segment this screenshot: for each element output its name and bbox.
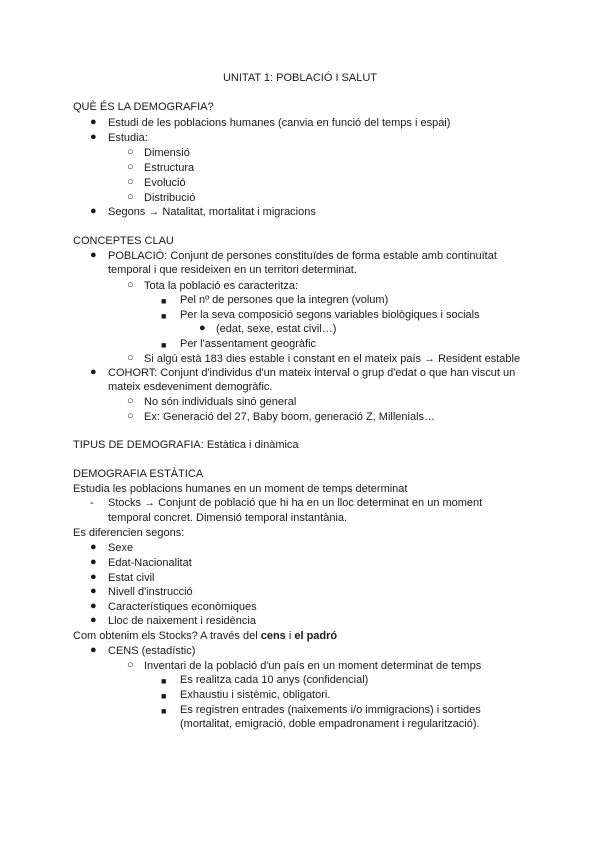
bullet-disc-icon: ● — [90, 116, 97, 128]
paragraph-line: temporal i que resideixen en un territori determinat. — [108, 264, 357, 276]
section-heading-conceptes: CONCEPTES CLAU — [73, 235, 174, 247]
text-run: Com obtenim els Stocks? A través del — [73, 630, 261, 642]
bullet-disc-icon: ● — [90, 585, 97, 597]
bullet-square-icon: ■ — [161, 706, 167, 716]
paragraph-line: Stocks → Conjunt de població que hi ha en un lloc determinat en un moment — [108, 497, 483, 509]
bullet-circle-icon: ○ — [127, 279, 134, 291]
list-item: Edat-Nacionalitat — [108, 557, 192, 569]
bullet-disc-icon: ● — [199, 322, 206, 334]
list-item: No són individuals sinó general — [144, 396, 297, 408]
bullet-disc-icon: ● — [90, 571, 97, 583]
bullet-square-icon: ■ — [161, 691, 167, 701]
bullet-disc-icon: ● — [90, 614, 97, 626]
list-item: Nivell d'instrucció — [108, 586, 193, 598]
list-item: Per la seva composició segons variables biològiques i socials — [180, 309, 480, 321]
bullet-circle-icon: ○ — [127, 161, 134, 173]
paragraph-line: POBLACIÓ: Conjunt de persones constituïdes de forma estable amb continuïtat — [108, 250, 497, 262]
bullet-circle-icon: ○ — [127, 395, 134, 407]
list-item: Segons → Natalitat, mortalitat i migracions — [108, 206, 316, 218]
list-item: Tota la població es caracteritza: — [144, 280, 299, 292]
bullet-disc-icon: ● — [90, 131, 97, 143]
list-item: Distribució — [144, 192, 196, 204]
section-heading-estatica: DEMOGRAFIA ESTÀTICA — [73, 468, 204, 480]
paragraph-line: Estudia les poblacions humanes en un moment de temps determinat — [73, 483, 408, 495]
bullet-circle-icon: ○ — [127, 410, 134, 422]
paragraph-line: (mortalitat, emigració, doble empadronament i regularització). — [180, 718, 480, 730]
bullet-circle-icon: ○ — [127, 659, 134, 671]
bold-cens: cens — [260, 630, 286, 642]
bullet-disc-icon: ● — [90, 205, 97, 217]
paragraph-line: Es diferencien segons: — [73, 527, 185, 539]
paragraph-line: Es registren entrades (naixements i/o immigracions) i sortides — [180, 704, 481, 716]
bullet-disc-icon: ● — [90, 600, 97, 612]
bullet-square-icon: ■ — [161, 676, 167, 686]
bold-padro: el padró — [294, 630, 338, 642]
list-item: Es realitza cada 10 anys (confidencial) — [180, 674, 369, 686]
bullet-circle-icon: ○ — [127, 352, 134, 364]
text-run: i — [285, 630, 295, 642]
bullet-square-icon: ■ — [161, 340, 167, 350]
bullet-square-icon: ■ — [161, 296, 167, 306]
list-item: (edat, sexe, estat civil…) — [216, 323, 337, 335]
bullet-square-icon: ■ — [161, 311, 167, 321]
bullet-disc-icon: ● — [90, 556, 97, 568]
tipus-demografia-line: TIPUS DE DEMOGRAFIA: Estàtica i dinàmica — [73, 439, 299, 451]
list-item: Si algú està 183 dies estable i constant en el mateix país → Resident estable — [144, 353, 521, 365]
list-item: Característiques econòmiques — [108, 601, 257, 613]
page-title: UNITAT 1: POBLACIÓ I SALUT — [222, 72, 378, 84]
list-item: Estat civil — [108, 572, 155, 584]
bullet-circle-icon: ○ — [127, 176, 134, 188]
list-item: Estudia: — [108, 132, 148, 144]
list-item: Estructura — [144, 162, 195, 174]
section-heading-demografia: QUÈ ÉS LA DEMOGRAFIA? — [73, 101, 214, 113]
list-item: Lloc de naixement i residència — [108, 615, 256, 627]
bullet-disc-icon: ● — [90, 541, 97, 553]
list-item: Inventari de la població d'un país en un moment determinat de temps — [144, 660, 482, 672]
bullet-circle-icon: ○ — [127, 146, 134, 158]
bullet-dash-icon: - — [90, 497, 94, 509]
list-item: Exhaustiu i sistèmic, obligatori. — [180, 689, 331, 701]
paragraph-line: COHORT: Conjunt d'individus d'un mateix interval o grup d'edat o que han viscut un — [108, 367, 516, 379]
paragraph-line: temporal concret. Dimensió temporal instantània. — [108, 512, 348, 524]
list-item: Estudi de les poblacions humanes (canvia en funció del temps i espai) — [108, 117, 451, 129]
bullet-disc-icon: ● — [90, 366, 97, 378]
bullet-disc-icon: ● — [90, 644, 97, 656]
bullet-circle-icon: ○ — [127, 191, 134, 203]
list-item: Dimensió — [144, 147, 190, 159]
list-item: CENS (estadístic) — [108, 645, 196, 657]
list-item: Sexe — [108, 542, 134, 554]
list-item: Evolució — [144, 177, 186, 189]
list-item: Pel nº de persones que la integren (volum) — [180, 294, 389, 306]
paragraph-line — [73, 630, 337, 643]
paragraph-line: mateix esdeveniment demogràfic. — [108, 381, 273, 393]
list-item: Ex: Generació del 27, Baby boom, generació Z, Millenials… — [144, 411, 436, 423]
bullet-disc-icon: ● — [90, 249, 97, 261]
list-item: Per l'assentament geogràfic — [180, 338, 317, 350]
